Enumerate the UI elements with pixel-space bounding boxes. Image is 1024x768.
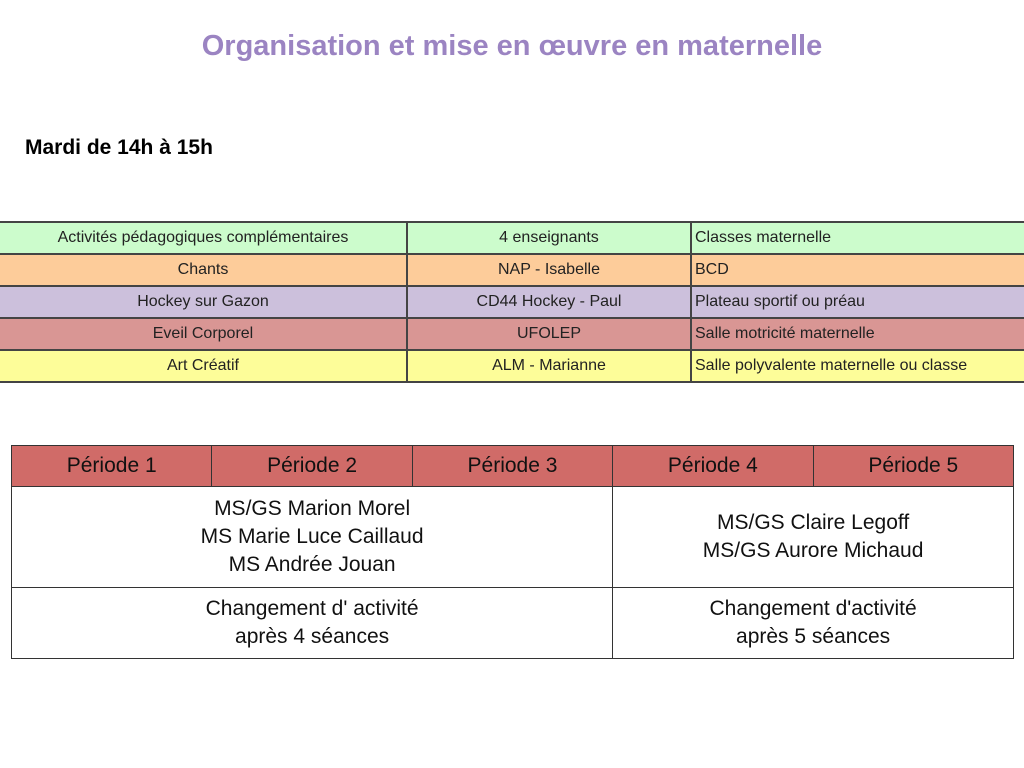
activity-name: Hockey sur Gazon: [0, 286, 407, 318]
teacher-name: MS Andrée Jouan: [228, 553, 396, 576]
teacher-name: MS Marie Luce Caillaud: [200, 525, 424, 548]
teacher-name: MS/GS Aurore Michaud: [702, 539, 924, 562]
change-note-line: Changement d' activité: [205, 597, 419, 620]
activity-intervenant: NAP - Isabelle: [407, 254, 691, 286]
page-title: Organisation et mise en œuvre en maternelle: [201, 30, 823, 62]
teachers-row: [12, 487, 1014, 588]
activity-intervenant: UFOLEP: [407, 318, 691, 350]
activity-location: BCD: [691, 254, 1024, 286]
activity-name: Art Créatif: [0, 350, 407, 382]
activity-row: [0, 254, 1024, 286]
activity-intervenant: ALM - Marianne: [407, 350, 691, 382]
teacher-name: MS/GS Marion Morel: [214, 497, 411, 520]
activity-row: [0, 286, 1024, 318]
changes-row: [12, 588, 1014, 659]
activity-name: Chants: [0, 254, 407, 286]
change-note-group-2: [613, 588, 1014, 659]
period-header: Période 5: [813, 446, 1013, 487]
activity-location: Salle motricité maternelle: [691, 318, 1024, 350]
activity-row: [0, 350, 1024, 382]
period-header: Période 2: [212, 446, 412, 487]
activities-table: [0, 221, 1024, 383]
activity-name: Activités pédagogiques complémentaires: [0, 222, 407, 254]
change-note-group-1: [12, 588, 613, 659]
activity-row: [0, 318, 1024, 350]
activity-location: Plateau sportif ou préau: [691, 286, 1024, 318]
change-note-line: après 4 séances: [235, 625, 390, 648]
activity-name: Eveil Corporel: [0, 318, 407, 350]
periods-table: [11, 445, 1014, 659]
period-header: Période 4: [613, 446, 813, 487]
period-header: Période 1: [12, 446, 212, 487]
period-header: Période 3: [412, 446, 612, 487]
schedule-time: Mardi de 14h à 15h: [25, 136, 213, 159]
activity-location: Classes maternelle: [691, 222, 1024, 254]
change-note-line: Changement d'activité: [709, 597, 917, 620]
periods-header-row: [12, 446, 1014, 487]
teachers-group-1: [12, 487, 613, 588]
activity-intervenant: CD44 Hockey - Paul: [407, 286, 691, 318]
teacher-name: MS/GS Claire Legoff: [716, 511, 910, 534]
activity-location: Salle polyvalente maternelle ou classe: [691, 350, 1024, 382]
activity-intervenant: 4 enseignants: [407, 222, 691, 254]
activity-row: [0, 222, 1024, 254]
teachers-group-2: [613, 487, 1014, 588]
change-note-line: après 5 séances: [736, 625, 891, 648]
